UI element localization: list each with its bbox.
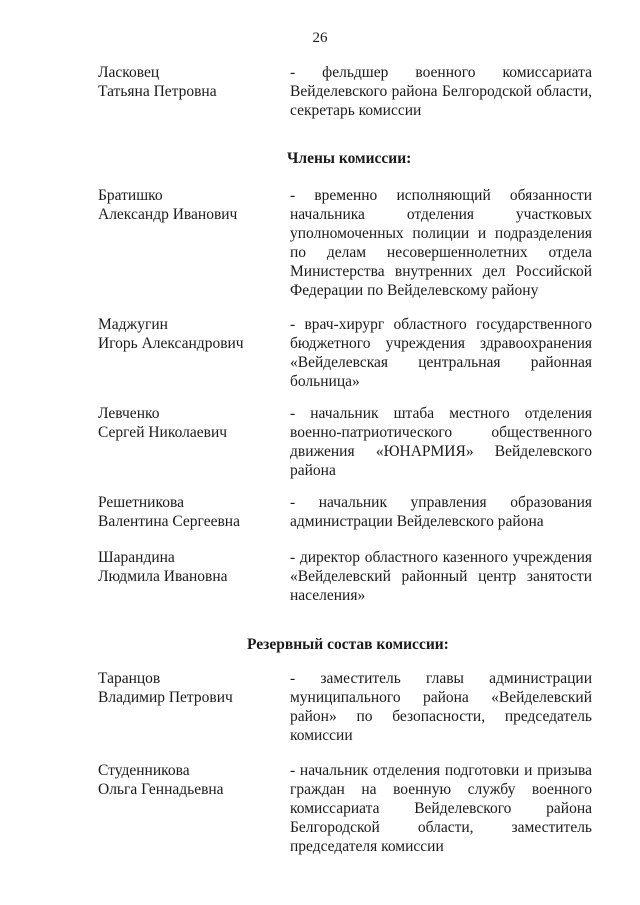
person-role: - временно исполняющий обязанности начальника отделения участковых уполномоченных полиции и подразделения по делам несовершеннолетних отдела Министерства внутренних дел Российской Федерации по Вейделевскому району [290, 187, 592, 299]
surname: Ласковец [98, 64, 160, 81]
surname: Решетникова [98, 494, 184, 511]
surname: Студенникова [98, 762, 190, 779]
person-role: - начальник управления образования администрации Вейделевского района [290, 494, 592, 530]
given-names: Сергей Николаевич [98, 424, 228, 441]
person-name [98, 761, 283, 799]
surname: Маджугин [98, 316, 168, 333]
person-role: - начальник отделения подготовки и призыва граждан на военную службу военного комиссариата Вейделевского района Белгородской области, заместитель председателя комиссии [290, 762, 592, 855]
surname: Таранцов [98, 670, 161, 687]
given-names: Татьяна Петровна [98, 83, 217, 100]
surname: Братишко [98, 187, 163, 204]
given-names: Людмила Ивановна [98, 568, 228, 585]
person-name [98, 63, 283, 101]
given-names: Игорь Александрович [98, 335, 244, 352]
person-name [98, 315, 283, 353]
surname: Шарандина [98, 549, 175, 566]
person-name [98, 186, 283, 224]
person-name [98, 548, 283, 586]
person-role: - врач-хирург областного государственного бюджетного учреждения здравоохранения «Вейделевская центральная районная больница» [290, 316, 592, 390]
person-role: - директор областного казенного учреждения «Вейделевский районный центр занятости населения» [290, 549, 592, 604]
given-names: Владимир Петрович [98, 689, 233, 706]
person-role: - начальник штаба местного отделения военно-патриотического общественного движения «ЮНАРМИЯ» Вейделевского района [290, 405, 592, 479]
given-names: Валентина Сергеевна [98, 513, 240, 530]
person-name [98, 493, 283, 531]
given-names: Александр Иванович [98, 206, 238, 223]
surname: Левченко [98, 405, 160, 422]
person-name [98, 404, 283, 442]
page-number: 26 [312, 30, 328, 46]
person-role: - заместитель главы администрации муниципального района «Вейделевский район» по безопасности, председатель комиссии [290, 670, 592, 744]
person-role: - фельдшер военного комиссариата Вейделевского района Белгородской области, секретарь комиссии [290, 64, 592, 119]
given-names: Ольга Геннадьевна [98, 781, 224, 798]
person-name [98, 669, 283, 707]
